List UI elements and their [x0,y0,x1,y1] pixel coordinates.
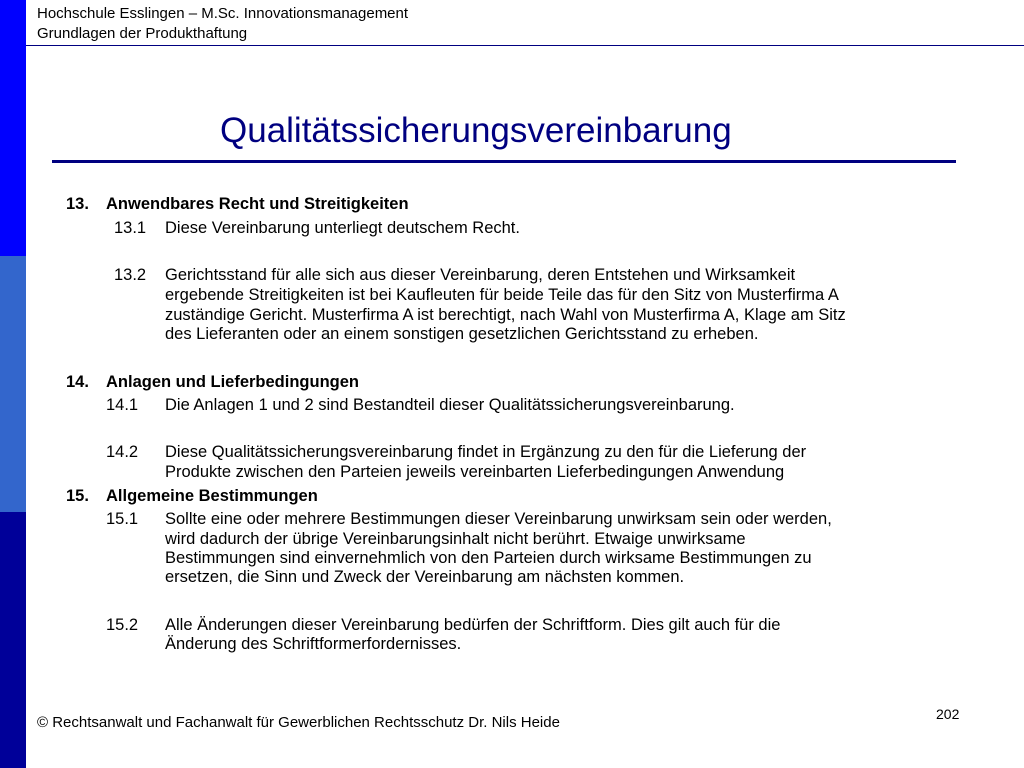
section-13-number: 13. [66,195,89,213]
item-15-2-text-line-2: Änderung des Schriftformerfordernisses. [165,635,462,653]
header-divider [26,45,1024,46]
item-14-1-text: Die Anlagen 1 und 2 sind Bestandteil dieser Qualitätssicherungsvereinbarung. [165,396,735,414]
side-band-bottom [0,512,26,768]
side-band-middle [0,256,26,512]
item-13-2-text-line-1: Gerichtsstand für alle sich aus dieser Vereinbarung, deren Entstehen und Wirksamkeit [165,266,796,284]
item-13-2-text-line-4: des Lieferanten oder an einem sonstigen gesetzlichen Gerichtsstand zu erheben. [165,325,759,343]
section-15-number: 15. [66,487,89,505]
item-13-1-number: 13.1 [114,219,147,237]
section-14-number: 14. [66,373,89,391]
slide-title: Qualitätssicherungsvereinbarung [220,111,732,150]
item-15-2-text-line-1: Alle Änderungen dieser Vereinbarung bedürfen der Schriftform. Dies gilt auch für die [165,616,781,634]
item-14-2-number: 14.2 [106,443,139,461]
item-14-2-text-line-2: Produkte zwischen den Parteien jeweils vereinbarten Lieferbedingungen Anwendung [165,463,785,481]
side-band-top [0,0,26,256]
item-15-1-text-line-1: Sollte eine oder mehrere Bestimmungen dieser Vereinbarung unwirksam sein oder werden, [165,510,832,528]
footer-copyright: © Rechtsanwalt und Fachanwalt für Gewerblichen Rechtsschutz Dr. Nils Heide [37,714,560,731]
section-15-heading: Allgemeine Bestimmungen [106,487,318,505]
item-15-1-text-line-4: ersetzen, die Sinn und Zweck der Vereinbarung am nächsten kommen. [165,568,685,586]
item-15-1-text-line-2: wird dadurch der übrige Vereinbarungsinhalt nicht berührt. Etwaige unwirksame [165,530,746,548]
title-underline [52,160,956,163]
item-13-1-text: Diese Vereinbarung unterliegt deutschem Recht. [165,219,520,237]
item-15-1-text-line-3: Bestimmungen sind einvernehmlich von den Parteien durch wirksame Bestimmungen zu [165,549,812,567]
section-13-heading: Anwendbares Recht und Streitigkeiten [106,195,409,213]
item-15-2-number: 15.2 [106,616,139,634]
item-14-1-number: 14.1 [106,396,139,414]
item-15-1-number: 15.1 [106,510,139,528]
item-13-2-number: 13.2 [114,266,147,284]
header-course: Grundlagen der Produkthaftung [37,25,248,42]
header-institution: Hochschule Esslingen – M.Sc. Innovationsmanagement [37,5,409,22]
page-number: 202 [936,706,960,722]
item-13-2-text-line-2: ergebende Streitigkeiten ist bei Kaufleuten für beide Teile das für den Sitz von Musterfirma A [165,286,839,304]
item-13-2-text-line-3: zuständige Gericht. Musterfirma A ist berechtigt, nach Wahl von Musterfirma A, Klage am Sitz [165,306,846,324]
item-14-2-text-line-1: Diese Qualitätssicherungsvereinbarung findet in Ergänzung zu den für die Lieferung der [165,443,807,461]
section-14-heading: Anlagen und Lieferbedingungen [106,373,359,391]
